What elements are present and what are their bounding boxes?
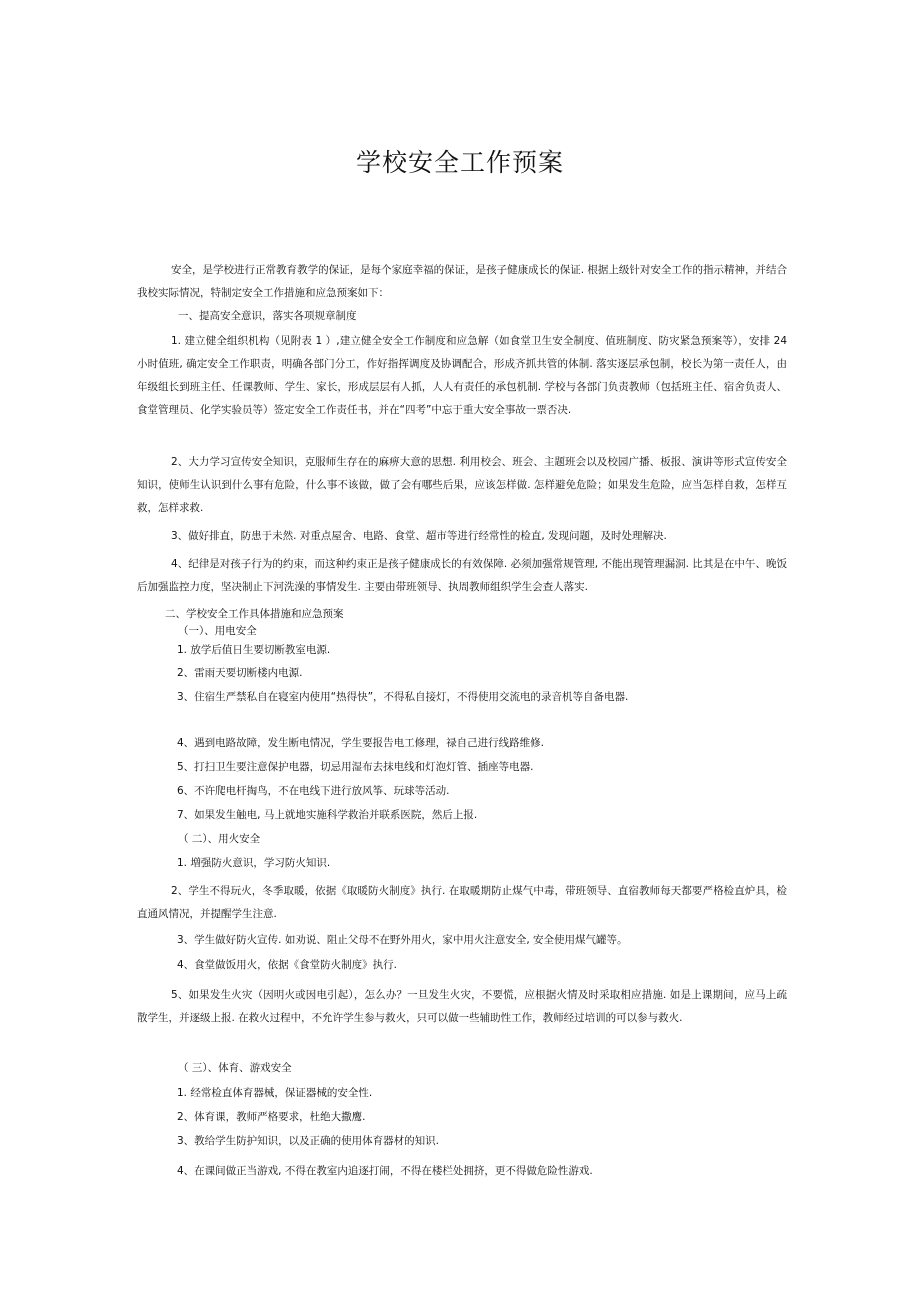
electric-item: 3、住宿生严禁私自在寝室内使用“热得快”，不得私自接灯，不得使用交流电的录音机等自备电器. xyxy=(177,691,629,703)
page-title: 学校安全工作预案 xyxy=(355,148,564,177)
sports-item: 2、体育课，教师严格要求，杜绝大撒鹰. xyxy=(177,1111,366,1123)
fire-item: 3、学生做好防火宣传. 如劝说、阻止父母不在野外用火，家中用火注意安全, 安全使用煤气罐等。 xyxy=(177,934,628,946)
electric-item: 6、不许爬电杆掏鸟，不在电线下进行放风筝、玩球等活动. xyxy=(177,785,450,797)
section-1-paragraph-1: 1. 建立健全组织机构（见附表 1 ）,建立健全安全工作制度和应急解（如食堂卫生安全制度、值班制度、防灾紧急预案等），安排 24 小时值班, 确定安全工作职责，明确各部门分工，作好指挥调度及协调配合，形成齐抓共管的体制. 落实逐层承包制，校长为第一责任人，由年级组长到班主任、任课教师、学生、家长，形成层层有人抓，人人有责任的承包机制. 学校与各部门负责教师（包括班主任、宿舍负责人、食堂管理员、化学实验员等）签定安全工作责任书，并在“四考”中忘于重大安全事故一票否决. xyxy=(137,335,787,416)
sports-heading: （ 三）、体育、游戏安全 xyxy=(178,1062,292,1074)
section-1-paragraph-2: 2、大力学习宣传安全知识，克服师生存在的麻痹大意的思想. 利用校会、班会、主题班会以及校园广播、板报、演讲等形式宣传安全知识，使师生认识到什么事有危险，什么事不该做，做了会有哪些后果，应该怎样做. 怎样避免危险；如果发生危险，应当怎样自救，怎样互救，怎样求救. xyxy=(137,456,787,514)
intro-paragraph: 安全，是学校进行正常教育教学的保证，是每个家庭幸福的保证，是孩子健康成长的保证. 根据上级针对安全工作的指示精神，并结合我校实际情况，特制定安全工作措施和应急预案如下： xyxy=(137,264,787,299)
fire-item: 4、食堂做饭用火，依据《食堂防火制度》执行. xyxy=(177,959,398,971)
section-1-paragraph-3: 3、做好排直，防患于未然. 对重点屋舍、电路、食堂、超市等进行经常性的检直, 发现问题，及时处理解决. xyxy=(171,530,667,542)
electric-heading: （一）、用电安全 xyxy=(178,625,257,637)
fire-item: 5、如果发生火灾（因明火或因电引起），怎么办？一旦发生火灾，不要慌，应根据火情及时采取相应措施. 如是上课期间，应马上疏散学生，并逐级上报. 在救火过程中，不允许学生参与救火，只可以做一些辅助性工作，教师经过培训的可以参与救火. xyxy=(137,989,787,1024)
electric-item: 5、打扫卫生要注意保护电器，切忌用湿布去抹电线和灯泡灯管、插座等电器. xyxy=(177,761,534,773)
fire-heading: （ 二）、用火安全 xyxy=(178,833,261,845)
electric-item: 4、遇到电路故障，发生断电情况，学生要报告电工修理，禄自己进行线路维修. xyxy=(177,737,545,749)
section-2-heading: 二、学校安全工作具体措施和应急预案 xyxy=(165,608,344,620)
electric-item: 7、如果发生触电, 马上就地实施科学救治并联系医院，然后上报. xyxy=(177,809,478,821)
fire-item: 1. 増强防火意识，学习防火知识. xyxy=(177,857,331,869)
section-1-paragraph-4: 4、纪律是对孩子行为的约束，而这种约束正是孩子健康成长的有效保障. 必须加强常规管理, 不能出现管理漏洞. 比其是在中午、晚饭后加强监控力度，坚决制止下河洗澡的事情发生. 主要由带班领导、执周教师组织学生会查人落实. xyxy=(137,558,787,593)
electric-item: 2、雷雨天要切断楼内电源. xyxy=(177,667,303,679)
sports-item: 4、在课间做正当游戏, 不得在教室内追逐打闹，不得在楼栏处拥挤，更不得做危险性游戏. xyxy=(177,1165,593,1177)
sports-item: 3、教给学生防护知识，以及正确的使用体育器材的知识. xyxy=(177,1135,440,1147)
fire-item: 2、学生不得玩火，冬季取暖，依据《取暖防火制度》执行. 在取暖期防止煤气中毒，带班领导、直宿教师每天都要严格检直炉具，检直通风情况，并提醒学生注意. xyxy=(137,885,787,920)
electric-item: 1. 放学后值日生要切断教室电源. xyxy=(177,644,331,656)
sports-item: 1. 经常检直体育器械，保证器械的安全性. xyxy=(177,1087,373,1099)
section-1-heading: 一、提高安全意识，落实各项规章制度 xyxy=(178,310,357,322)
